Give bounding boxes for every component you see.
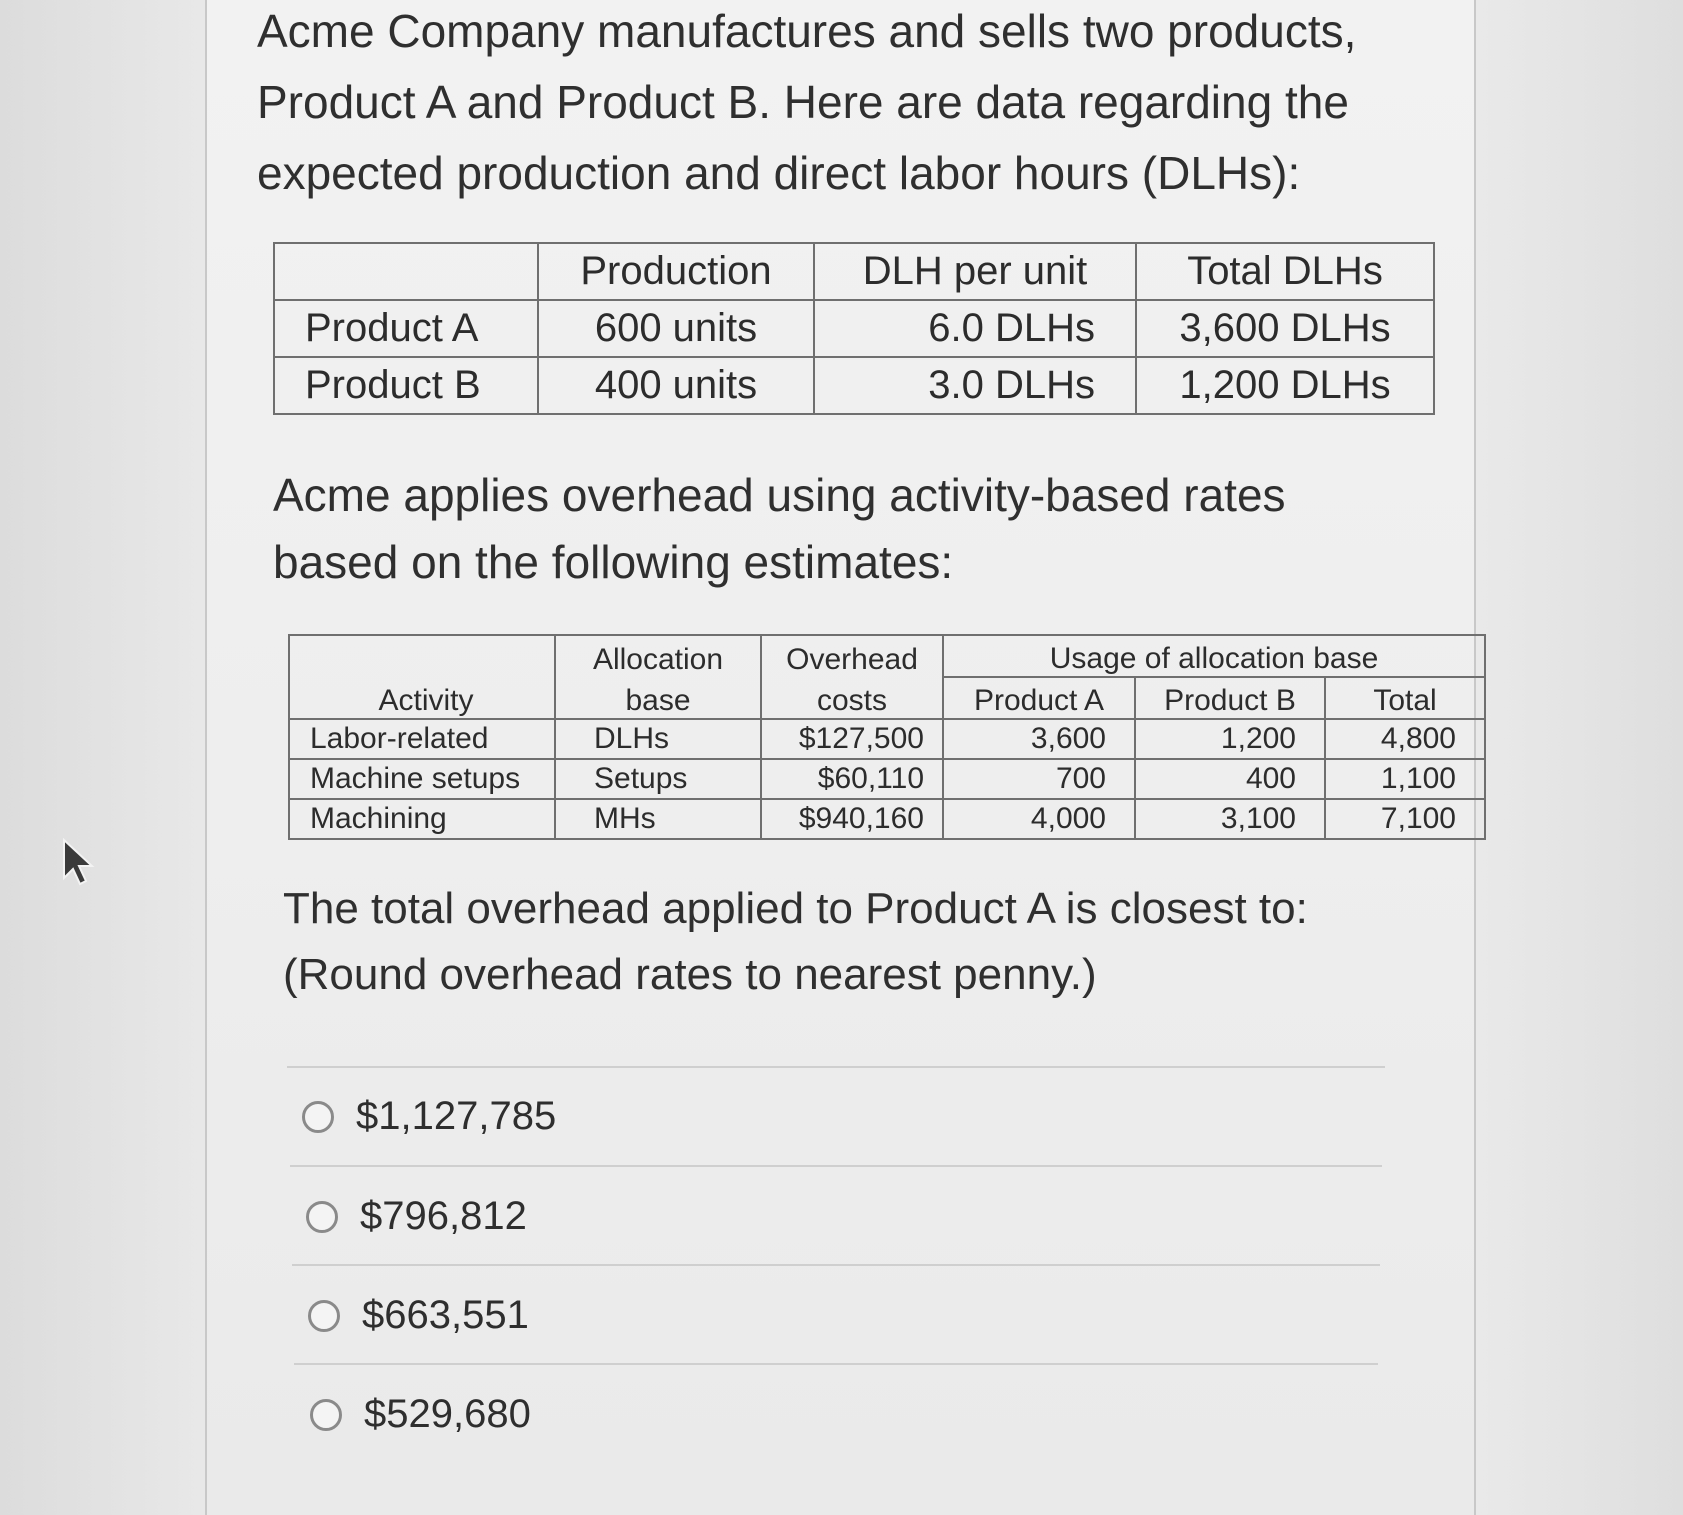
table-cell: 1,100 xyxy=(1325,759,1485,799)
table-header-cell: costs xyxy=(761,677,943,719)
option-label: $796,812 xyxy=(360,1194,527,1238)
table-cell: 400 xyxy=(1135,759,1325,799)
table-row xyxy=(274,357,1434,414)
radio-button[interactable] xyxy=(302,1101,334,1133)
table-row xyxy=(289,759,1485,799)
answer-option-2[interactable] xyxy=(306,1194,527,1239)
table-row xyxy=(274,300,1434,357)
table-cell: Labor-related xyxy=(289,719,555,759)
radio-button[interactable] xyxy=(308,1300,340,1332)
question-para2: Acme applies overhead using activity-based rates based on the following estimates: xyxy=(273,469,1286,588)
table-header-cell: Total DLHs xyxy=(1136,243,1434,300)
table-cell: 3,100 xyxy=(1135,799,1325,839)
production-table xyxy=(273,242,1435,415)
table-cell: 3.0 DLHs xyxy=(814,357,1136,414)
question-intro: Acme Company manufactures and sells two products, Product A and Product B. Here are data regarding the expected production and direct labor hours (DLHs): xyxy=(257,5,1357,199)
answer-option-3[interactable] xyxy=(308,1293,529,1338)
option-divider xyxy=(287,1066,1385,1068)
table-header-cell: Product B xyxy=(1135,677,1325,719)
table-cell: 6.0 DLHs xyxy=(814,300,1136,357)
table-cell: 3,600 xyxy=(943,719,1135,759)
table-cell: 1,200 DLHs xyxy=(1136,357,1434,414)
table-header-cell: Overhead xyxy=(761,635,943,677)
table-header-cell: Production xyxy=(538,243,814,300)
table-header-cell: DLH per unit xyxy=(814,243,1136,300)
table-cell: Machining xyxy=(289,799,555,839)
table-cell: Product B xyxy=(274,357,538,414)
table-header-row xyxy=(274,243,1434,300)
table-cell: 3,600 DLHs xyxy=(1136,300,1434,357)
table-cell: DLHs xyxy=(555,719,761,759)
table-header-cell xyxy=(289,635,555,677)
table-cell: 600 units xyxy=(538,300,814,357)
radio-button[interactable] xyxy=(306,1201,338,1233)
table-cell: 1,200 xyxy=(1135,719,1325,759)
table-cell: $127,500 xyxy=(761,719,943,759)
table-cell: 4,000 xyxy=(943,799,1135,839)
activity-table xyxy=(288,634,1486,840)
option-divider xyxy=(294,1363,1378,1365)
question-prompt-line2: (Round overhead rates to nearest penny.) xyxy=(283,950,1097,999)
radio-button[interactable] xyxy=(310,1399,342,1431)
table-header-cell: Total xyxy=(1325,677,1485,719)
answer-option-1[interactable] xyxy=(302,1094,556,1139)
table-cell: Product A xyxy=(274,300,538,357)
table-header-cell: Product A xyxy=(943,677,1135,719)
table-header-cell: base xyxy=(555,677,761,719)
table-header-cell: Activity xyxy=(289,677,555,719)
table-cell: 700 xyxy=(943,759,1135,799)
table-cell: $60,110 xyxy=(761,759,943,799)
table-row xyxy=(289,719,1485,759)
option-label: $1,127,785 xyxy=(356,1094,557,1138)
table-cell: $940,160 xyxy=(761,799,943,839)
option-label: $529,680 xyxy=(364,1392,531,1436)
question-prompt xyxy=(283,876,1383,1008)
table-header-row xyxy=(289,635,1485,677)
option-divider xyxy=(292,1264,1380,1266)
table-header-cell: Allocation xyxy=(555,635,761,677)
question-prompt-line1: The total overhead applied to Product A is closest to: xyxy=(283,884,1308,933)
table-cell: Machine setups xyxy=(289,759,555,799)
table-header-cell xyxy=(274,243,538,300)
option-divider xyxy=(290,1165,1382,1167)
table-cell: MHs xyxy=(555,799,761,839)
answer-option-4[interactable] xyxy=(310,1392,531,1437)
option-label: $663,551 xyxy=(362,1293,529,1337)
mouse-cursor-icon xyxy=(60,838,100,888)
table-cell: Setups xyxy=(555,759,761,799)
table-cell: 4,800 xyxy=(1325,719,1485,759)
table-cell: 7,100 xyxy=(1325,799,1485,839)
table-cell: 400 units xyxy=(538,357,814,414)
table-row xyxy=(289,799,1485,839)
table-header-row xyxy=(289,677,1485,719)
usage-header-cell: Usage of allocation base xyxy=(943,635,1485,677)
